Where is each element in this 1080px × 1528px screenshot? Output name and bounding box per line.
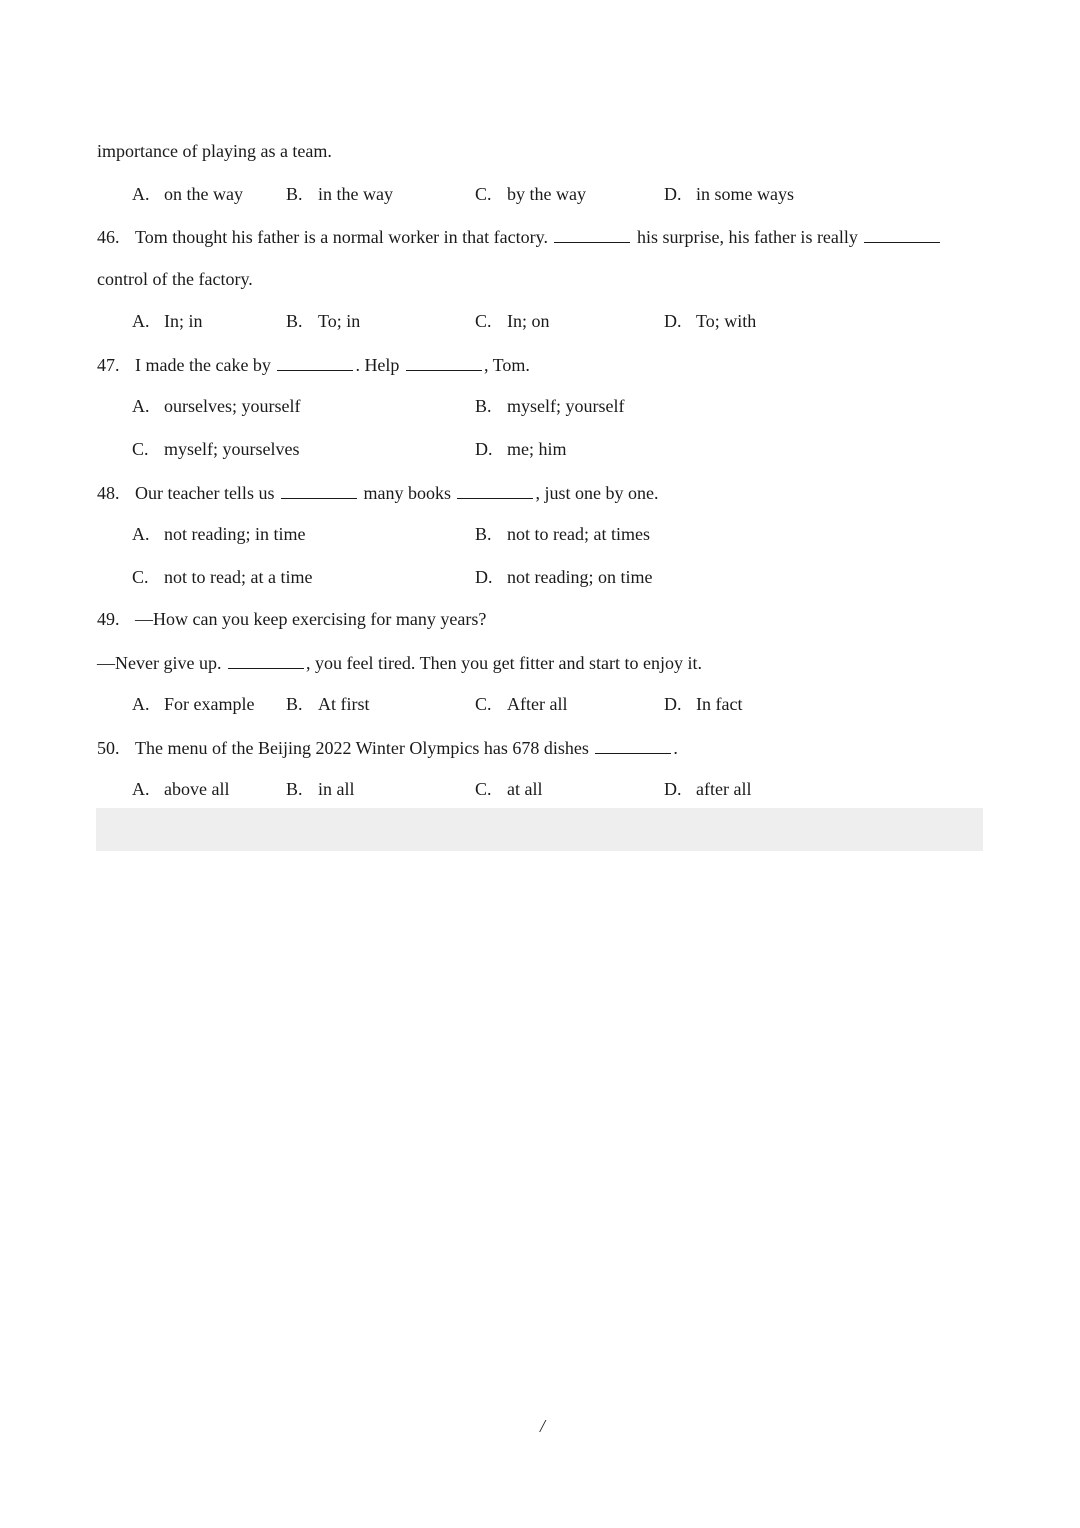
q48-number: 48. — [97, 483, 120, 503]
q48-option-c: C. not to read; at a time — [132, 567, 313, 587]
q49-option-c: C. After all — [475, 694, 568, 714]
shaded-band — [96, 808, 983, 851]
q47-option-c: C. myself; yourselves — [132, 439, 300, 459]
q45-option-c: C. by the way — [475, 184, 586, 204]
q49-option-d: D. In fact — [664, 694, 743, 714]
q48-stem: 48. Our teacher tells us many books , just one by one. — [97, 480, 658, 505]
q47-blank-2 — [406, 352, 482, 371]
q48-blank-2 — [457, 480, 533, 499]
q45-option-a: A. on the way — [132, 184, 243, 204]
q50-stem: 50. The menu of the Beijing 2022 Winter Olympics has 678 dishes . — [97, 735, 678, 760]
q49-number: 49. — [97, 609, 120, 629]
q47-option-d: D. me; him — [475, 439, 567, 459]
q46-option-c: C. In; on — [475, 311, 550, 331]
q47-option-b: B. myself; yourself — [475, 396, 625, 416]
q47-blank-1 — [277, 352, 353, 371]
q50-blank — [595, 735, 671, 754]
q50-option-a: A. above all — [132, 779, 230, 799]
q50-number: 50. — [97, 738, 120, 758]
q46-option-a: A. In; in — [132, 311, 203, 331]
q47-stem: 47. I made the cake by . Help , Tom. — [97, 352, 530, 377]
q50-option-c: C. at all — [475, 779, 543, 799]
q49-stem: 49. —How can you keep exercising for many years? — [97, 609, 487, 629]
q46-option-b: B. To; in — [286, 311, 361, 331]
q49-option-b: B. At first — [286, 694, 370, 714]
q47-number: 47. — [97, 355, 120, 375]
q45-option-b: B. in the way — [286, 184, 393, 204]
q48-option-b: B. not to read; at times — [475, 524, 650, 544]
q46-stem-line2: control of the factory. — [97, 269, 253, 289]
q48-option-a: A. not reading; in time — [132, 524, 306, 544]
q45-stem-continuation: importance of playing as a team. — [97, 141, 332, 161]
page-mark: / — [540, 1416, 546, 1436]
q46-stem: 46. Tom thought his father is a normal worker in that factory. his surprise, his father is really — [97, 224, 942, 249]
q48-blank-1 — [281, 480, 357, 499]
q46-option-d: D. To; with — [664, 311, 757, 331]
q47-option-a: A. ourselves; yourself — [132, 396, 301, 416]
q50-option-b: B. in all — [286, 779, 355, 799]
q49-stem-line2: —Never give up. , you feel tired. Then you get fitter and start to enjoy it. — [97, 650, 702, 675]
q46-number: 46. — [97, 227, 120, 247]
q50-option-d: D. after all — [664, 779, 752, 799]
q46-blank-2 — [864, 224, 940, 243]
q49-blank — [228, 650, 304, 669]
q48-option-d: D. not reading; on time — [475, 567, 653, 587]
q46-blank-1 — [554, 224, 630, 243]
q49-option-a: A. For example — [132, 694, 255, 714]
q45-option-d: D. in some ways — [664, 184, 794, 204]
